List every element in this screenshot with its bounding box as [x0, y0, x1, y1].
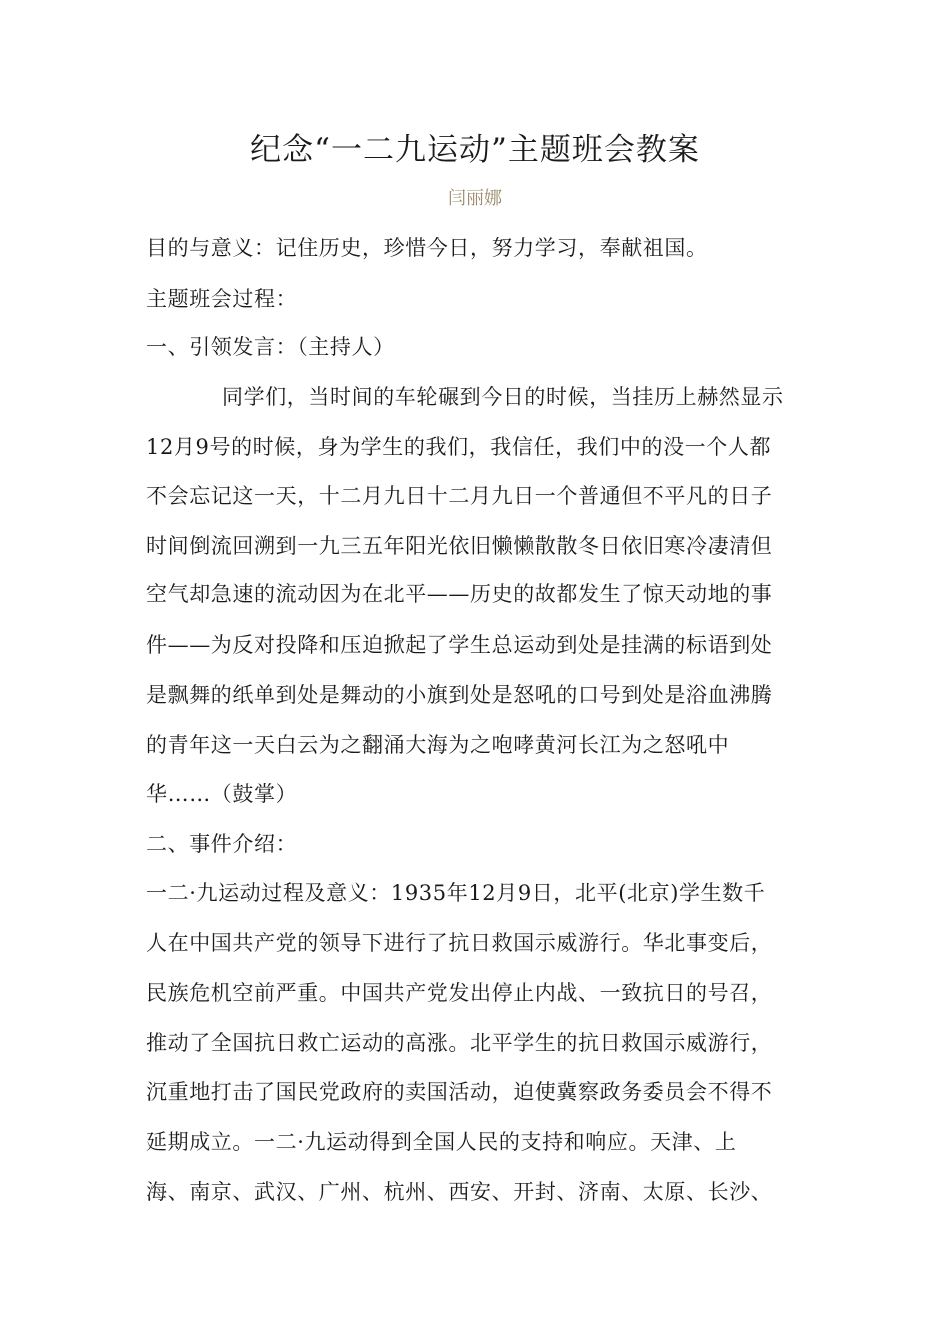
paragraph-line: 延期成立。一二·九运动得到全国人民的支持和响应。天津、上: [146, 1130, 737, 1154]
paragraph-line: 12月9号的时候，身为学生的我们，我信任，我们中的没一个人都: [146, 435, 772, 459]
process-heading: 主题班会过程：: [146, 287, 298, 311]
paragraph-line: 时间倒流回溯到一九三五年阳光依旧懒懒散散冬日依旧寒冷凄清但: [146, 534, 773, 558]
paragraph-line: 是飘舞的纸单到处是舞动的小旗到处是怒吼的口号到处是浴血沸腾: [146, 683, 773, 707]
purpose-line: 目的与意义：记住历史，珍惜今日，努力学习，奉献祖国。: [146, 236, 708, 260]
paragraph-line: 空气却急速的流动因为在北平——历史的故都发生了惊天动地的事: [146, 582, 773, 606]
paragraph-line: 件——为反对投降和压迫掀起了学生总运动到处是挂满的标语到处: [146, 633, 773, 657]
paragraph-line: 人在中国共产党的领导下进行了抗日救国示威游行。华北事变后，: [146, 931, 773, 955]
section-two-heading: 二、事件介绍：: [146, 832, 298, 856]
paragraph-line: 同学们，当时间的车轮碾到今日的时候，当挂历上赫然显示: [222, 385, 784, 409]
document-title: 纪念“一二九运动”主题班会教案: [250, 132, 700, 168]
paragraph-line: 的青年这一天白云为之翻涌大海为之咆哮黄河长江为之怒吼中: [146, 733, 730, 757]
paragraph-line: 民族危机空前严重。中国共产党发出停止内战、一致抗日的号召，: [146, 981, 773, 1005]
document-author: 闫丽娜: [448, 188, 502, 209]
paragraph-line: 海、南京、武汉、广州、杭州、西安、开封、济南、太原、长沙、: [146, 1180, 773, 1204]
paragraph-line: 不会忘记这一天，十二月九日十二月九日一个普通但不平凡的日子: [146, 484, 773, 508]
section-one-heading: 一、引领发言：（主持人）: [146, 335, 395, 359]
paragraph-line: 推动了全国抗日救亡运动的高涨。北平学生的抗日救国示威游行，: [146, 1031, 773, 1055]
paragraph-line: 沉重地打击了国民党政府的卖国活动，迫使冀察政务委员会不得不: [146, 1080, 773, 1104]
paragraph-line: 一二·九运动过程及意义：1935年12月9日，北平(北京)学生数千: [146, 881, 766, 905]
paragraph-line: 华……（鼓掌）: [146, 782, 298, 806]
